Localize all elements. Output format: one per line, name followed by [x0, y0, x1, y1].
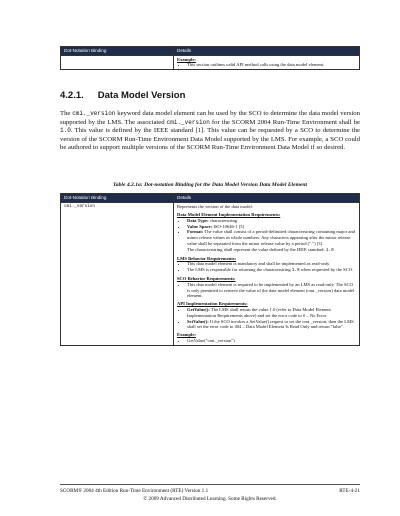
- para-code: cmi._version: [166, 118, 210, 126]
- table-caption: Table 4.2.1a: Dot-notation Binding for the Data Model Version Data Model Element: [112, 182, 308, 188]
- table-header-details: Details: [174, 194, 360, 203]
- table-cell-example: [174, 55, 360, 69]
- lms-title: LMS Behavior Requirements:: [177, 255, 237, 261]
- section-heading: [60, 90, 185, 101]
- req-title: Data Model Element Implementation Requirements:: [177, 212, 281, 218]
- sco-item: • This data model element is required to be implemented by an LMS as read-only. The SCO is only permitted to retrieve the value of the data model element (cmi._version) data model element.: [187, 282, 356, 299]
- para-code: cmi._version: [72, 110, 116, 117]
- example-item: • GetValue("cmi._version"): [187, 338, 356, 344]
- para-code: 1.0: [60, 127, 71, 134]
- section-title: Data Model Version: [97, 90, 186, 101]
- table-cell-empty: [61, 55, 174, 69]
- para-text: The: [60, 110, 73, 117]
- lms-item: • The LMS is responsible for returning the characterstring 1.0 when requested by the SCO.: [187, 267, 356, 274]
- req-item: • Value Space: ISO-10646-1 [5]: [187, 224, 356, 230]
- sco-title: SCO Behavior Requirements:: [177, 276, 236, 282]
- api-title: API Implementation Requirements:: [177, 301, 248, 307]
- example-bullet: • This section outlines valid API method calls using the data model element.: [187, 62, 356, 68]
- table-header-binding: Dot-Notation Binding: [61, 194, 174, 203]
- details-cell: [174, 202, 360, 345]
- req-note: The characterstring shall represent the value defined by the IEEE standard: 1.0: [187, 246, 334, 253]
- binding-cell: cmi._version: [61, 202, 174, 345]
- para-text: keyword data model element can be used by the SCO to determine the data model version supported by the LMS. The associated: [60, 110, 360, 126]
- footer-copyright: © 2009 Advanced Distributed Learning. Some Rights Reserved.: [143, 496, 277, 502]
- page-number: RTE-4-21: [339, 488, 360, 494]
- para-text: for the SCORM 2004 Run-Time Environment shall be: [209, 118, 360, 126]
- example-label: Example:: [177, 56, 196, 62]
- footer-divider: [60, 484, 360, 485]
- example-label: Example:: [177, 332, 196, 338]
- footer-left: SCORM® 2004 4th Edition Run-Time Environment (RTE) Version 1.1: [60, 488, 209, 494]
- table-header-binding: Dot-Notation Binding: [61, 47, 174, 56]
- api-get-item: • GetValue(): The LMS shall return the value 1.0 (refer to Data Model Element Implementation Requirements above) and set the error code to 0 – No Error: [187, 307, 356, 319]
- table-header-details: Details: [174, 47, 360, 56]
- lms-item: • This data model element is mandatory and shall be implemented as read-only.: [187, 261, 356, 267]
- api-set-item: • SetValue(): If the SCO invokes a SetValue() request to set the cmi._version, then the LMS shall set the error code to 404 – Data Model Element Is Read Only and return "false".: [187, 319, 356, 331]
- represents-text: Represents the version of the data model.: [177, 204, 253, 210]
- binding-table: [60, 193, 360, 346]
- body-paragraph: [60, 110, 360, 153]
- section-number: 4.2.1.: [60, 90, 84, 101]
- req-item: • Format: The value shall consist of a period-delimited characterstring containing major and minor release values as whole numbers. Any characters appearing after the minor release value shall be separated from the minor release value by a period (".") [3].: [187, 229, 356, 246]
- req-item: • Data Type: characterstring: [187, 218, 356, 224]
- continued-table: [60, 46, 360, 70]
- para-text: . This value is defined by the IEEE standard [1]. This value can be requested by a SCO to determine the version of the SCORM Run-Time Environment Data Model supported by the LMS. For example, a SCO could be authored to support multiple versions of the SCORM Run-Time Environment Data Model if so desired.: [60, 127, 360, 151]
